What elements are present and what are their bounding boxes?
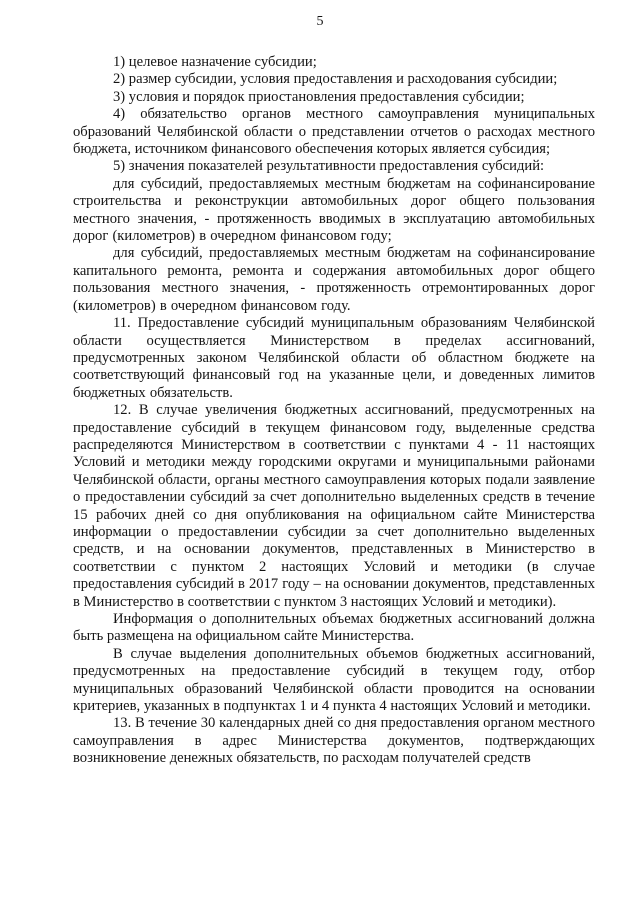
list-item-indicators: 5) значения показателей результативности предоставления субсидий: — [113, 158, 545, 175]
paragraph-repair-indicator: для субсидий, предоставляемых местным бюджетам на софинансирование капитального ремонта, ремонта и содержания автомобильных дорог общего пользования местного значения, - протяженность отремонтированных дорог (километров) в очередном финансовом году. — [73, 245, 595, 314]
paragraph-additional-allocation: В случае выделения дополнительных объемов бюджетных ассигнований, предусмотренных на предоставление субсидий в текущем году, отбор муниципальных образований Челябинской области проводится на основании критериев, указанных в подпунктах 1 и 4 пункта 4 настоящих Условий и методики. — [73, 645, 595, 715]
section-12: 12. В случае увеличения бюджетных ассигнований, предусмотренных на предоставление субсидий в текущем финансовом году, выделенные средства распределяются Министерством в соответствии с пунктами 4 - 11 настоящих Условий и методики между городскими округами и муниципальными районами Челябинской области, органы местного самоуправления которых подали заявление о предоставлении субсидий за счет дополнительно выделенных средств в течение 15 рабочих дней со дня опубликования на официальном сайте Министерства информации о предоставлении субсидии за счет дополнительно выделенных средств, и на основании документов, представленных в Министерство в соответствии с пунктом 2 настоящих Условий и методики (в случае предоставления субсидий в 2017 году – на основании документов, представленных в Министерство в соответствии с пунктом 3 настоящих Условий и методики). — [73, 402, 595, 610]
list-item-suspension: 3) условия и порядок приостановления предоставления субсидии; — [113, 88, 525, 105]
list-item-purpose: 1) целевое назначение субсидии; — [113, 54, 317, 70]
paragraph-information: Информация о дополнительных объемах бюджетных ассигнований должна быть размещена на официальном сайте Министерства. — [73, 611, 595, 645]
page-number: 5 — [316, 14, 324, 29]
document-body — [73, 54, 595, 768]
section-11: 11. Предоставление субсидий муниципальным образованиям Челябинской области осуществляется Министерством в пределах ассигнований, предусмотренных законом Челябинской области об областном бюджете на соответствующий финансовый год на указанные цели, и доведенных лимитов бюджетных обязательств. — [73, 315, 595, 401]
list-item-reporting: 4) обязательство органов местного самоуправления муниципальных образований Челябинской области о представлении отчетов о расходах местного бюджета, источником финансового обеспечения которых является субсидия; — [73, 106, 595, 158]
paragraph-construction-indicator: для субсидий, предоставляемых местным бюджетам на софинансирование строительства и реконструкции автомобильных дорог общего пользования местного значения, - протяженность вводимых в эксплуатацию автомобильных дорог (километров) в очередном финансовом году; — [73, 175, 595, 245]
list-item-amount: 2) размер субсидии, условия предоставления и расходования субсидии; — [113, 71, 558, 88]
section-13: 13. В течение 30 календарных дней со дня предоставления органом местного самоуправления в адрес Министерства документов, подтверждающих возникновение денежных обязательств, по расходам получателей средств — [73, 715, 595, 767]
